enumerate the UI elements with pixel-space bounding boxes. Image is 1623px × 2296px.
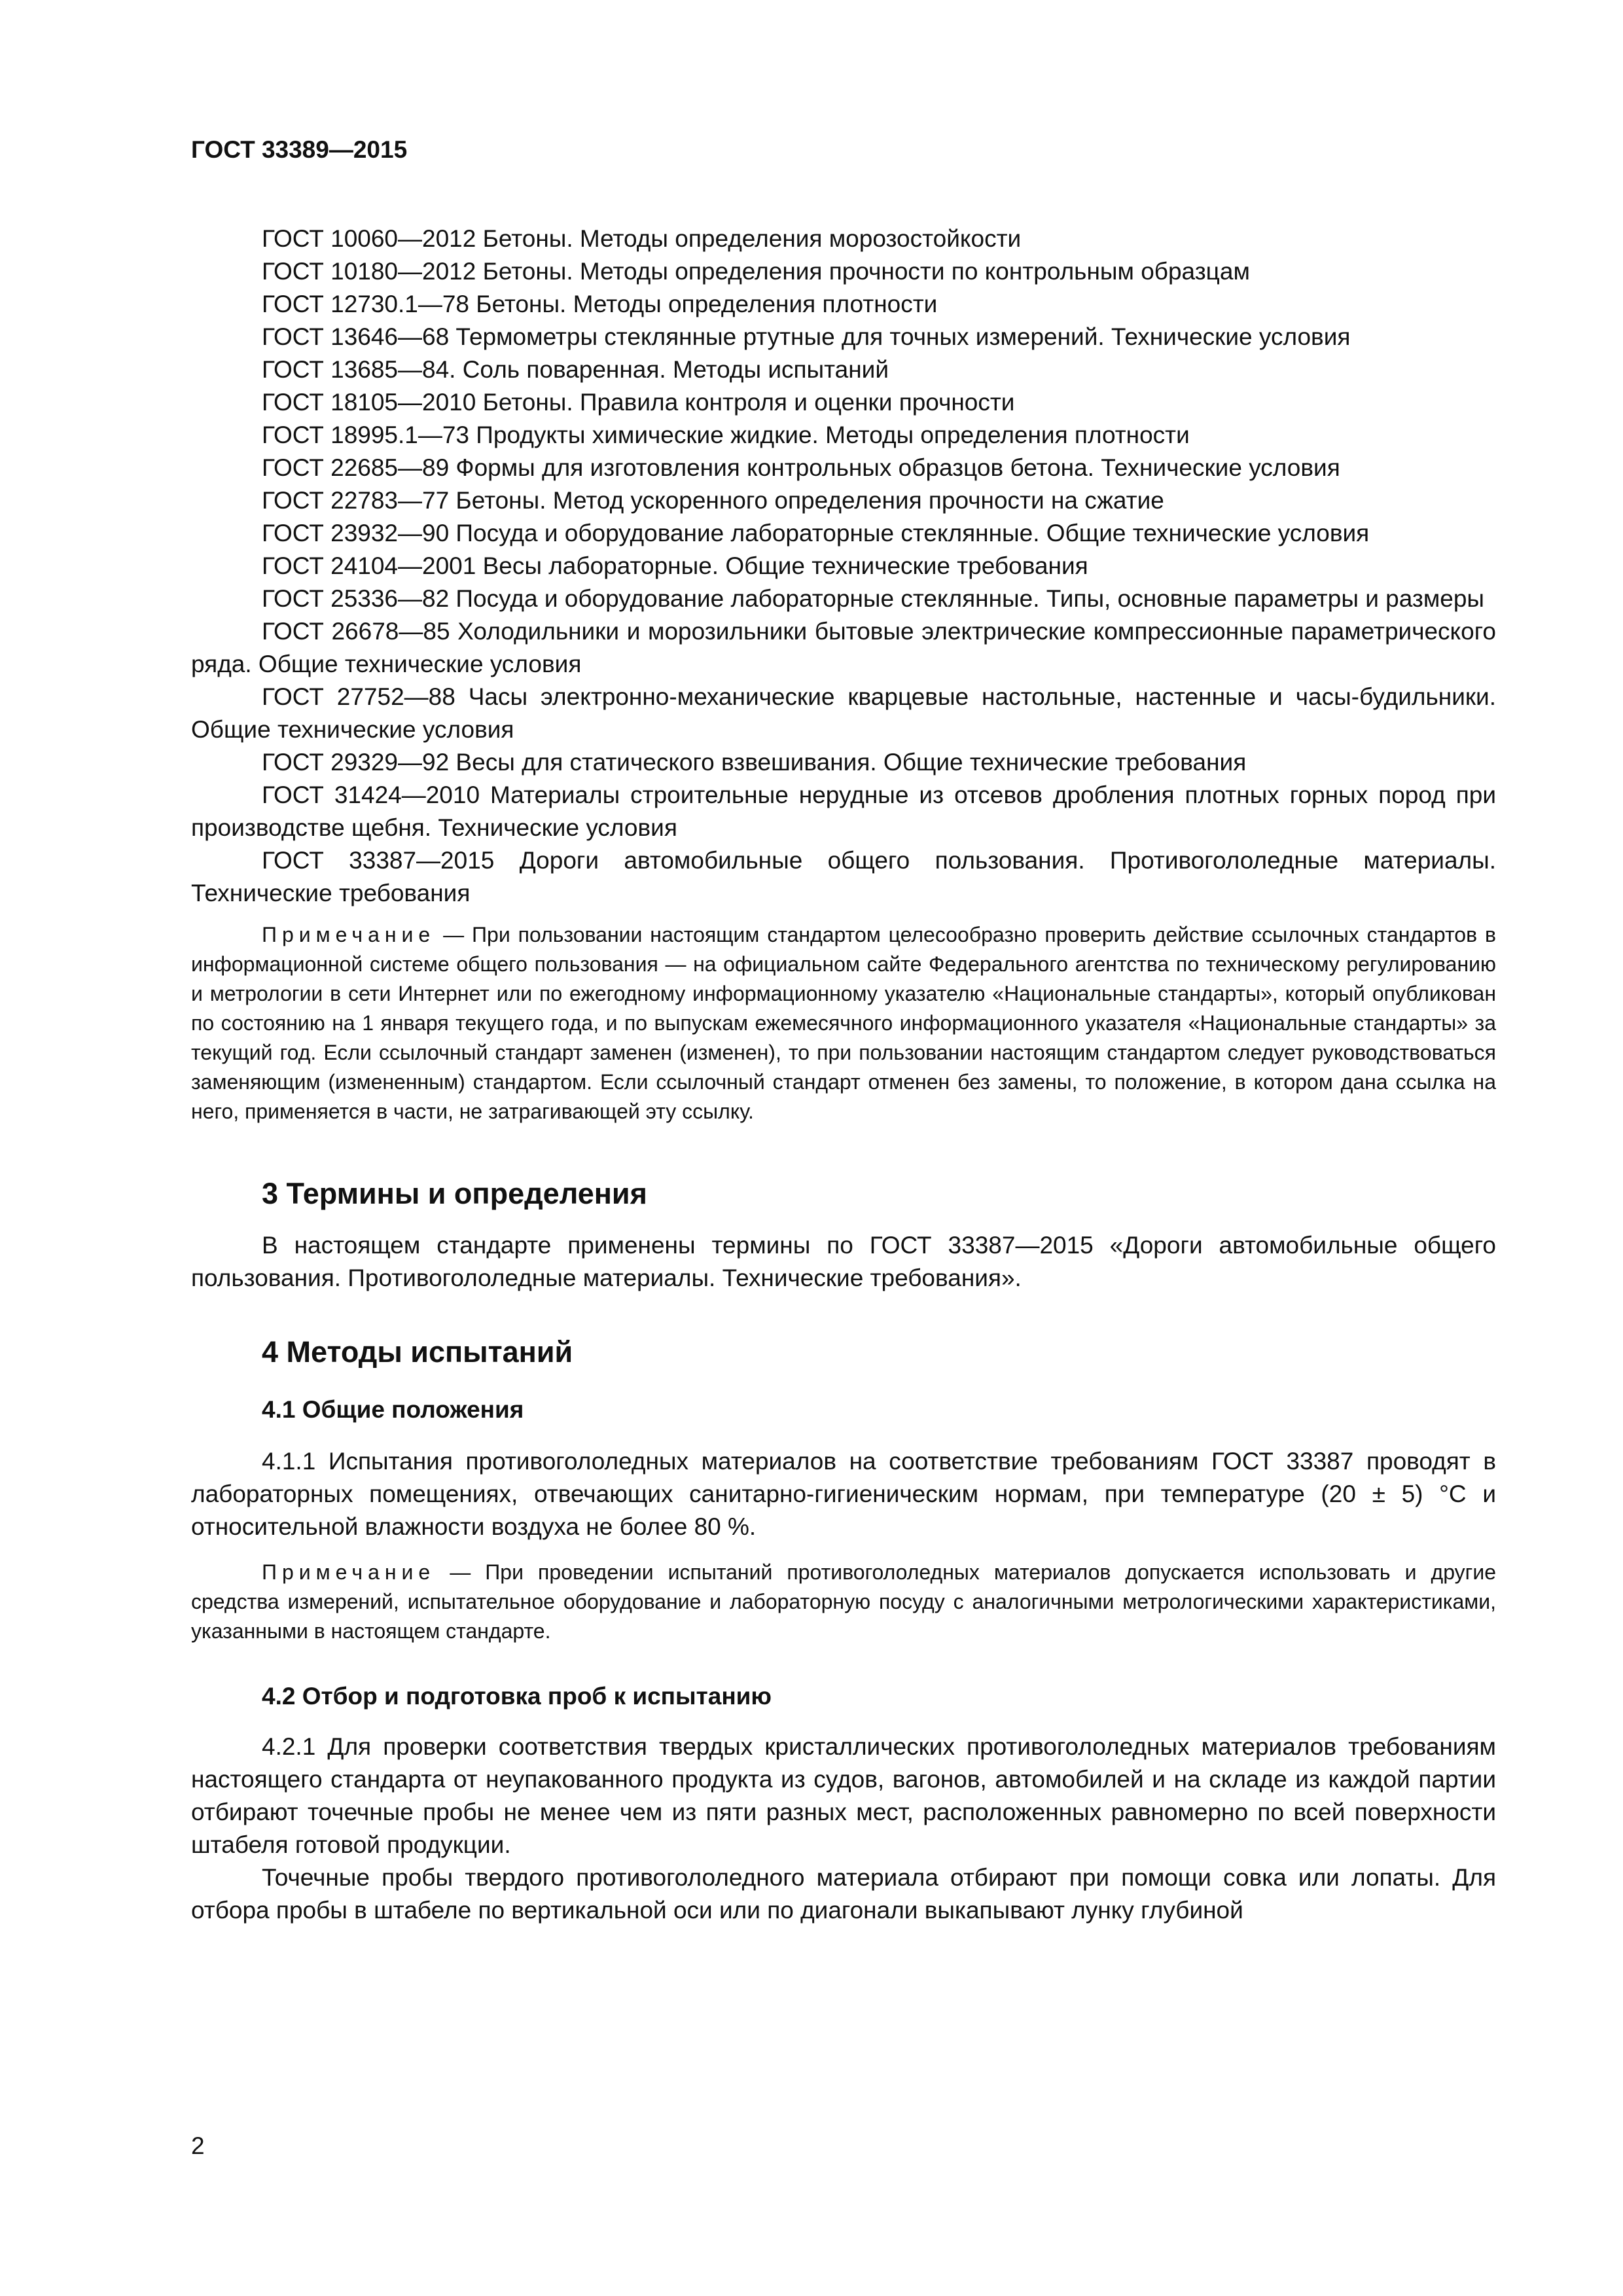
clause-4-2-1: 4.2.1 Для проверки соответствия твердых кристаллических противогололедных материалов требованиям настоящего стандарта от неупакованного продукта из судов, вагонов, автомобилей и на складе из каждой партии отбирают точечные пробы не менее чем из пяти разных мест, расположенных равномерно по всей поверхности штабеля готовой продукции. [191, 1733, 1496, 1858]
reference-item: ГОСТ 29329—92 Весы для статического взвешивания. Общие технические требования [262, 749, 1247, 776]
reference-item: ГОСТ 23932—90 Посуда и оборудование лабораторные стеклянные. Общие технические условия [262, 520, 1370, 547]
clause-4-2-1-continued: Точечные пробы твердого противогололедного материала отбирают при помощи совка или лопаты. Для отбора пробы в штабеле по вертикальной оси или по диагонали выкапывают лунку глубиной [191, 1864, 1496, 1924]
subsection-4-1-heading: 4.1 Общие положения [262, 1396, 524, 1423]
references-note [191, 920, 1496, 1126]
reference-item: ГОСТ 24104—2001 Весы лабораторные. Общие технические требования [262, 552, 1088, 579]
section-3-text: В настоящем стандарте применены термины по ГОСТ 33387—2015 «Дороги автомобильные общего пользования. Противогололедные материалы. Технические требования». [191, 1232, 1496, 1291]
running-header: ГОСТ 33389—2015 [191, 136, 408, 163]
reference-item: ГОСТ 27752—88 Часы электронно-механические кварцевые настольные, настенные и часы-будильники. Общие технические условия [191, 683, 1496, 743]
reference-item: ГОСТ 18105—2010 Бетоны. Правила контроля и оценки прочности [262, 389, 1015, 416]
reference-item: ГОСТ 25336—82 Посуда и оборудование лабораторные стеклянные. Типы, основные параметры и размеры [262, 585, 1485, 612]
reference-list [191, 223, 1496, 910]
reference-item: ГОСТ 22783—77 Бетоны. Метод ускоренного определения прочности на сжатие [262, 487, 1164, 514]
page-number: 2 [191, 2132, 205, 2159]
section-3-heading: 3 Термины и определения [262, 1177, 647, 1210]
reference-item: ГОСТ 10180—2012 Бетоны. Методы определения прочности по контрольным образцам [262, 258, 1250, 285]
reference-item: ГОСТ 13685—84. Соль поваренная. Методы испытаний [262, 356, 889, 383]
reference-item: ГОСТ 33387—2015 Дороги автомобильные общего пользования. Противогололедные материалы. Технические требования [191, 847, 1496, 906]
reference-item: ГОСТ 12730.1—78 Бетоны. Методы определения плотности [262, 291, 938, 317]
reference-item: ГОСТ 18995.1—73 Продукты химические жидкие. Методы определения плотности [262, 422, 1190, 448]
subsection-4-2-heading: 4.2 Отбор и подготовка проб к испытанию [262, 1683, 772, 1710]
clause-4-1-1: 4.1.1 Испытания противогололедных материалов на соответствие требованиям ГОСТ 33387 проводят в лабораторных помещениях, отвечающих санитарно-гигиеническим нормам, при температуре (20 ± 5) °С и относительной влажности воздуха не более 80 %. [191, 1448, 1496, 1540]
reference-item: ГОСТ 22685—89 Формы для изготовления контрольных образцов бетона. Технические условия [262, 454, 1340, 481]
section-4-heading: 4 Методы испытаний [262, 1335, 573, 1369]
clause-4-1-note [191, 1558, 1496, 1646]
reference-item: ГОСТ 13646—68 Термометры стеклянные ртутные для точных измерений. Технические условия [262, 323, 1351, 350]
page-content [191, 134, 1496, 1927]
reference-item: ГОСТ 26678—85 Холодильники и морозильники бытовые электрические компрессионные параметрического ряда. Общие технические условия [191, 618, 1496, 677]
note-text: — При пользовании настоящим стандартом целесообразно проверить действие ссылочных стандартов в информационной системе общего пользования — на официальном сайте Федерального агентства по техническому регулированию и метрологии в сети Интернет или по ежегодному информационному указателю «Национальные стандарты», который опубликован по состоянию на 1 января текущего года, и по выпускам ежемесячного информационного указателя «Национальные стандарты» за текущий год. Если ссылочный стандарт заменен (изменен), то при пользовании настоящим стандартом следует руководствоваться заменяющим (измененным) стандартом. Если ссылочный стандарт отменен без замены, то положение, в котором дана ссылка на него, применяется в части, не затрагивающей эту ссылку. [191, 923, 1496, 1123]
reference-item: ГОСТ 10060—2012 Бетоны. Методы определения морозостойкости [262, 225, 1022, 252]
reference-item: ГОСТ 31424—2010 Материалы строительные нерудные из отсевов дробления плотных горных пород при производстве щебня. Технические условия [191, 781, 1496, 841]
note-label: Примечание [262, 923, 436, 946]
note-label: Примечание [262, 1560, 436, 1584]
note-text: — При проведении испытаний противогололедных материалов допускается использовать и другие средства измерений, испытательное оборудование и лабораторную посуду с аналогичными метрологическими характеристиками, указанными в настоящем стандарте. [191, 1560, 1496, 1643]
